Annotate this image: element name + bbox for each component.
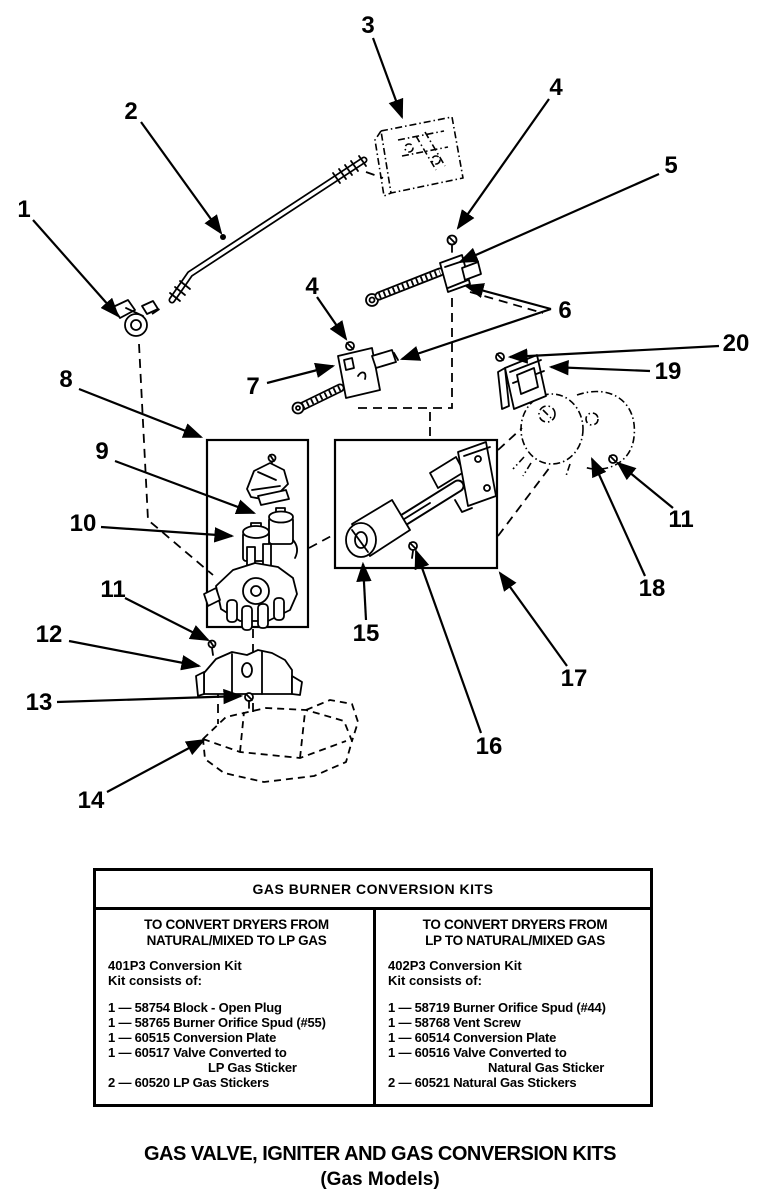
burner-shroud [513,391,634,476]
mounting-bracket [375,117,463,196]
kit-item: 1 — 60517 Valve Converted to [108,1045,287,1060]
kit-items-list [388,1000,642,1090]
callout-label-7-7: 7 [246,373,260,400]
callout-labels [17,12,749,814]
gas-supply-pipe [170,156,366,301]
callout-label-5-4: 5 [664,152,678,179]
callout-label-1-0: 1 [17,196,31,223]
callout-label-15-15: 15 [352,620,380,647]
igniter-bracket [496,353,546,409]
kit-intro: Kit consists of: [388,973,482,988]
kit-item: 1 — 58754 Block - Open Plug [108,1000,282,1015]
flexible-gas-connector [366,236,481,307]
kit-item: 2 — 60520 LP Gas Stickers [108,1075,269,1090]
callout-2-dot [220,234,226,240]
column-header-line1: TO CONVERT DRYERS FROM [144,917,329,932]
burner-igniter-assembly [346,442,496,558]
caption-title: GAS VALVE, IGNITER AND GAS CONVERSION KITS [143,1143,616,1165]
callout-label-18-18: 18 [638,575,666,602]
callout-label-10-10: 10 [69,510,97,537]
page-caption [0,1143,760,1191]
kit-items-list [108,1000,365,1090]
callout-label-12-12: 12 [35,621,63,648]
kit-item: 2 — 60521 Natural Gas Stickers [388,1075,577,1090]
column-header-line1: TO CONVERT DRYERS FROM [422,917,608,932]
kit-item-continuation: Natural Gas Sticker [488,1060,605,1075]
kit-item: 1 — 60514 Conversion Plate [388,1030,557,1045]
callout-label-9-9: 9 [95,438,109,465]
callout-label-8-8: 8 [59,366,73,393]
burner-valve-block [293,342,399,414]
callout-label-16-16: 16 [475,733,503,760]
kit-item-continuation: LP Gas Sticker [208,1060,297,1075]
lp-to-natural-column [373,910,650,1105]
kit-item: 1 — 58719 Burner Orifice Spud (#44) [388,1000,606,1015]
kit-name: 401P3 Conversion Kit [108,958,242,973]
table-title: GAS BURNER CONVERSION KITS [96,871,650,910]
callout-label-4-5: 4 [305,273,319,300]
column-header-line2: NATURAL/MIXED TO LP GAS [146,933,327,948]
caption-subtitle: (Gas Models) [320,1169,440,1190]
callout-label-17-17: 17 [560,665,588,692]
callout-label-13-13: 13 [25,689,53,716]
gas-valve-assembly [204,455,297,631]
kit-intro: Kit consists of: [108,973,202,988]
gas-burner-conversion-kits-table [93,868,653,1107]
column-header [108,917,365,949]
callout-label-19-20: 19 [654,358,682,385]
column-header-line2: LP TO NATURAL/MIXED GAS [425,933,605,948]
kit-item: 1 — 58765 Burner Orifice Spud (#55) [108,1015,326,1030]
kit-name: 402P3 Conversion Kit [388,958,522,973]
burner-housing [203,700,358,782]
callout-label-3-2: 3 [361,12,375,39]
callout-label-20-21: 20 [722,330,750,357]
callout-label-11-19: 11 [668,506,694,533]
column-header [388,917,642,949]
kit-item: 1 — 60515 Conversion Plate [108,1030,277,1045]
callout-label-4-3: 4 [549,74,563,101]
callout-label-11-11: 11 [100,576,126,603]
natural-to-lp-column [96,910,373,1105]
callout-label-14-14: 14 [77,787,105,814]
kit-item: 1 — 60516 Valve Converted to [388,1045,567,1060]
callout-label-2-1: 2 [124,98,138,125]
callout-label-6-6: 6 [558,297,572,324]
gas-elbow-fitting [113,300,158,336]
callout-leader-arrows [33,38,719,792]
kit-item: 1 — 58768 Vent Screw [388,1015,521,1030]
